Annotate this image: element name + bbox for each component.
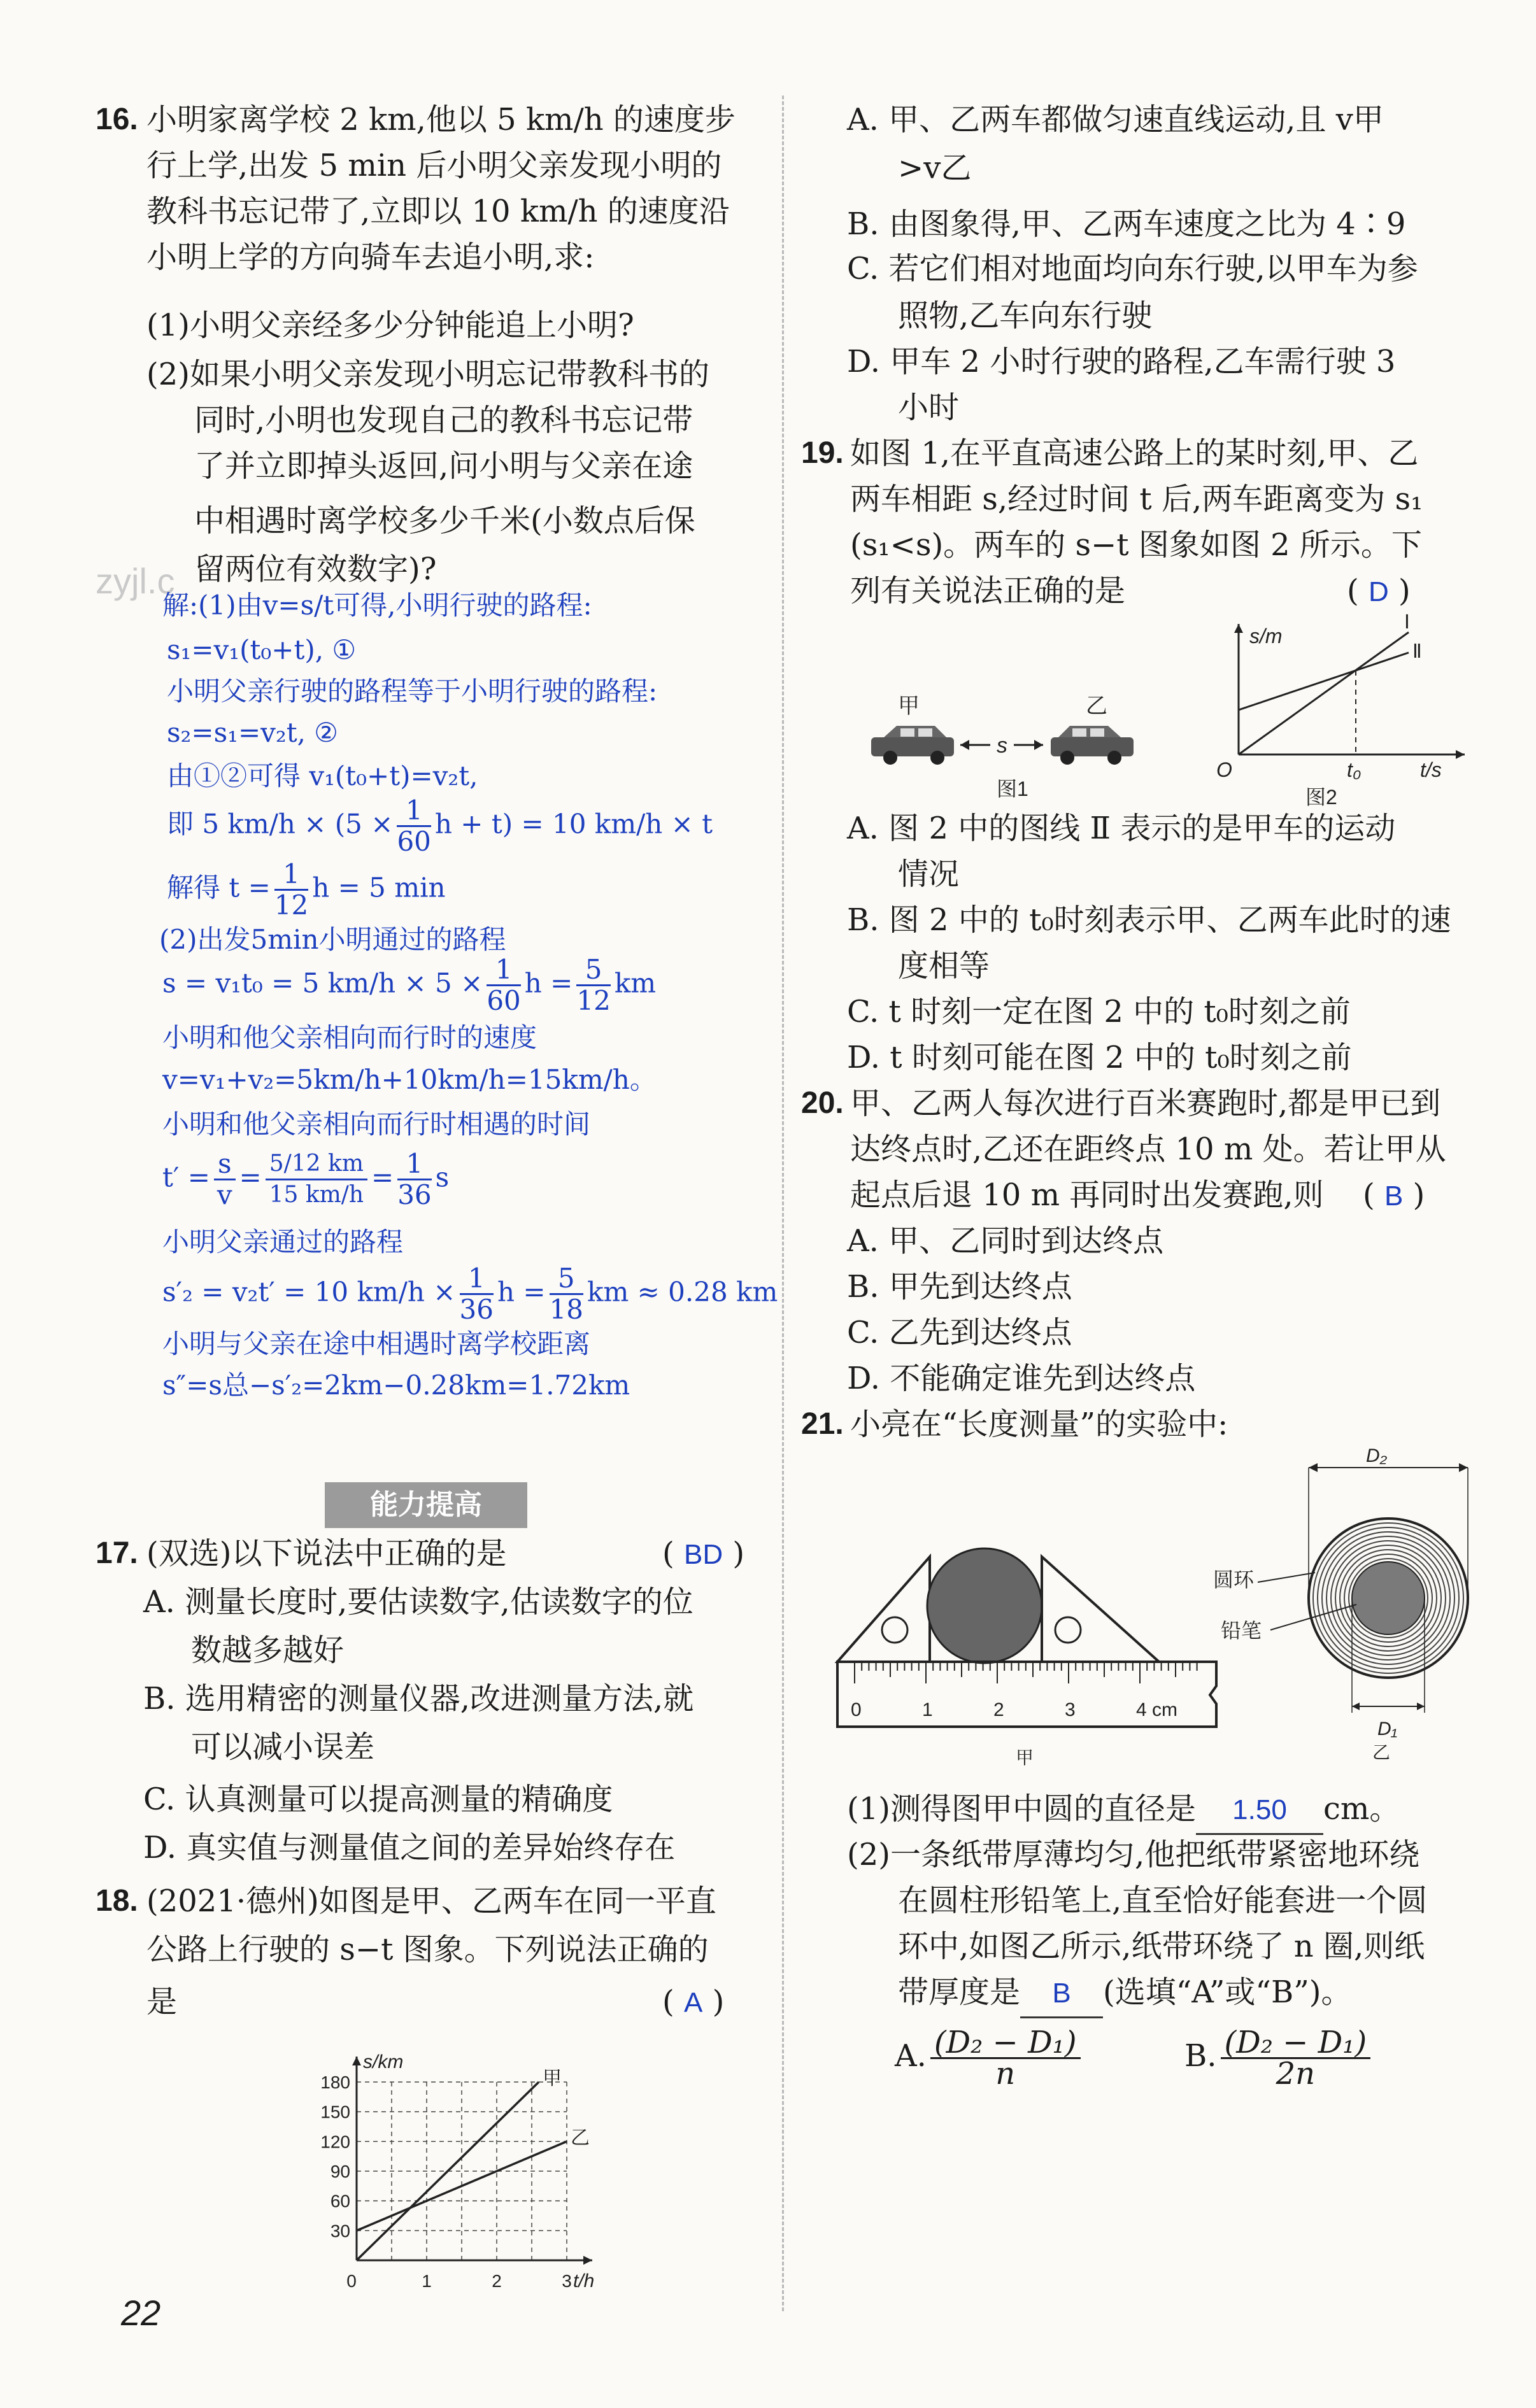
q20-answer: B — [1384, 1180, 1404, 1212]
label-pencil: 铅笔 — [1221, 1619, 1262, 1642]
fig2-origin: O — [1216, 758, 1232, 781]
q17-answer: BD — [683, 1539, 723, 1570]
q19-line-4: 列有关说法正确的是 — [850, 573, 1126, 609]
q16-sub2-line-5: 留两位有效数字)? — [194, 551, 437, 587]
y-tick-label: 60 — [330, 2191, 350, 2211]
q21-sub2-line-4: 带厚度是 B (选填“A”或“B”)。 — [898, 1969, 1352, 2018]
q16-sub2-line-2: 同时,小明也发现自己的教科书忘记带 — [194, 402, 693, 438]
q19-answer-bracket: ( D ) — [1347, 573, 1411, 609]
solution-line-17: s″=s总−s′₂=2km−0.28km=1.72km — [162, 1370, 630, 1401]
solution-line-8: (2)出发5min小明通过的路程 — [159, 924, 506, 955]
q20-answer-bracket: ( B ) — [1363, 1177, 1425, 1213]
q21-figure-yi — [1213, 1445, 1506, 1762]
q16-sub1: (1)小明父亲经多少分钟能追上小明? — [146, 308, 634, 343]
q19-line-1: 如图 1,在平直高速公路上的某时刻,甲、乙 — [850, 436, 1419, 471]
q19-option-d: D. t 时刻可能在图 2 中的 t₀时刻之前 — [847, 1040, 1352, 1075]
watermark: zyjl.c — [96, 561, 175, 601]
q21-sub2-line-2: 在圆柱形铅笔上,直至恰好能套进一个圆 — [898, 1883, 1428, 1918]
page-number: 22 — [121, 2293, 161, 2333]
chart-grid — [357, 2082, 567, 2260]
column-divider — [782, 96, 784, 2311]
ruler-tick-1: 1 — [922, 1699, 933, 1720]
q17-option-c: C. 认真测量可以提高测量的精确度 — [143, 1781, 613, 1817]
q20-line-3: 起点后退 10 m 再同时出发赛跑,则 — [850, 1177, 1324, 1213]
solution-line-13: t′ = $\frac{s}{v}$ = $\frac{5/12 km}{15 km/h}$ = $\frac{1}{36}$ s — [162, 1148, 450, 1210]
label-d2: D₂ — [1366, 1445, 1388, 1466]
solution-line-3: 小明父亲行驶的路程等于小明行驶的路程: — [167, 676, 658, 707]
series-label: 甲 — [543, 2068, 562, 2089]
q19-answer: D — [1368, 576, 1389, 607]
solution-line-16: 小明与父亲在途中相遇时离学校距离 — [162, 1328, 591, 1359]
fig2-line-ii — [1239, 653, 1409, 710]
q21-sub1: (1)测得图甲中圆的直径是 1.50 cm。 — [847, 1786, 1400, 1835]
q21-figure-jia — [834, 1528, 1229, 1770]
x-tick-label: 1 — [422, 2271, 432, 2291]
q18-line-3: 是 — [146, 1984, 178, 2020]
fig1-car2-label: 乙 — [1086, 694, 1107, 718]
q21-sub2-answer: B — [1052, 1978, 1071, 2009]
section-badge: 能力提高 — [325, 1482, 527, 1528]
solution-line-4: s₂=s₁=v₂t, ② — [167, 717, 338, 748]
solution-line-10: 小明和他父亲相向而行时的速度 — [162, 1022, 537, 1053]
q20-line-2: 达终点时,乙还在距终点 10 m 处。若让甲从 — [850, 1131, 1446, 1167]
fig2-line-i — [1239, 632, 1409, 754]
q21-sub2-line-1: (2)一条纸带厚薄均匀,他把纸带紧密地环绕 — [847, 1837, 1420, 1873]
q19-figure-1 — [866, 694, 1146, 802]
q21-stem: 小亮在“长度测量”的实验中: — [850, 1406, 1228, 1442]
ruler-tick-0: 0 — [851, 1699, 862, 1720]
series-label: 乙 — [571, 2127, 590, 2149]
q19-figure-2 — [1210, 614, 1477, 809]
q21-option-b: B. $\frac{\text{(D₂ − D₁)}}{2n}$ — [1184, 2028, 1374, 2088]
solution-line-7: 解得 t = $\frac{1}{12}$ h = 5 min — [167, 858, 446, 921]
q17-stem: (双选)以下说法中正确的是 — [146, 1536, 507, 1571]
solution-line-12: 小明和他父亲相向而行时相遇的时间 — [162, 1108, 591, 1140]
y-axis-label: s/km — [363, 2051, 404, 2072]
q18-st-chart — [299, 2031, 630, 2298]
q16-sub2-line-1: (2)如果小明父亲发现小明忘记带教科书的 — [146, 357, 709, 392]
q16-line-1: 小明家离学校 2 km,他以 5 km/h 的速度步 — [146, 102, 736, 138]
q19-line-2: 两车相距 s,经过时间 t 后,两车距离变为 s₁ — [850, 481, 1423, 517]
label-d1: D₁ — [1377, 1718, 1398, 1739]
q20-number: 20. — [801, 1086, 844, 1120]
q19-option-a-2: 情况 — [898, 856, 960, 892]
x-tick-label: 3 — [562, 2271, 572, 2291]
q17-option-b-1: B. 选用精密的测量仪器,改进测量方法,就 — [143, 1681, 694, 1717]
q21-option-a: A. $\frac{\text{(D₂ − D₁)}}{n}$ — [895, 2028, 1084, 2088]
ruler-tick-2: 2 — [993, 1699, 1004, 1720]
q19-option-c: C. t 时刻一定在图 2 中的 t₀时刻之前 — [847, 994, 1351, 1030]
q19-option-b-2: 度相等 — [898, 948, 990, 984]
q20-option-d: D. 不能确定谁先到达终点 — [847, 1361, 1196, 1396]
q20-line-1: 甲、乙两人每次进行百米赛跑时,都是甲已到 — [850, 1086, 1441, 1121]
q18-option-d-1: D. 甲车 2 小时行驶的路程,乙车需行驶 3 — [847, 344, 1396, 379]
fig2-t0-label: t₀ — [1347, 758, 1362, 781]
solution-line-15: s′₂ = v₂t′ = 10 km/h × $\frac{1}{36}$ h = $\frac{5}{18}$ km ≈ 0.28 km — [162, 1263, 778, 1325]
fig2-line-ii-label: Ⅱ — [1412, 641, 1422, 662]
solution-line-1: 解:(1)由v=s/t可得,小明行驶的路程: — [162, 590, 592, 621]
fig2-caption: 图2 — [1305, 786, 1337, 809]
pencil-core — [1352, 1562, 1425, 1634]
q16-line-3: 教科书忘记带了,立即以 10 km/h 的速度沿 — [146, 194, 730, 229]
q17-option-a-1: A. 测量长度时,要估读数字,估读数字的位 — [143, 1584, 693, 1620]
solution-line-5: 由①②可得 v₁(t₀+t)=v₂t, — [167, 760, 478, 791]
solution-line-2: s₁=v₁(t₀+t), ① — [167, 634, 357, 665]
q20-option-c: C. 乙先到达终点 — [847, 1315, 1072, 1350]
fig2-x-label: t/s — [1420, 758, 1442, 781]
x-tick-label: 0 — [346, 2271, 357, 2291]
q16-sub2-line-3: 了并立即掉头返回,问小明与父亲在途 — [194, 448, 693, 484]
q16-number: 16. — [96, 103, 138, 136]
fig-yi-caption: 乙 — [1372, 1743, 1391, 1762]
q17-option-a-2: 数越多越好 — [191, 1632, 345, 1668]
q18-line-1: (2021·德州)如图是甲、乙两车在同一平直 — [146, 1883, 716, 1919]
ruler-tick-3: 3 — [1065, 1699, 1076, 1720]
q18-answer-bracket: ( A ) — [662, 1984, 725, 2020]
x-tick-label: 2 — [492, 2271, 502, 2291]
fig1-distance-label: s — [997, 733, 1007, 758]
q18-option-a-1: A. 甲、乙两车都做匀速直线运动,且 v甲 — [847, 102, 1384, 138]
q16-line-4: 小明上学的方向骑车去追小明,求: — [146, 239, 595, 275]
q21-sub1-answer: 1.50 — [1232, 1794, 1287, 1825]
fig1-car1-label: 甲 — [898, 694, 920, 718]
q20-option-b: B. 甲先到达终点 — [847, 1269, 1072, 1305]
q17-answer-bracket: ( BD ) — [662, 1536, 745, 1571]
fig2-line-i-label: Ⅰ — [1404, 612, 1410, 633]
q16-sub2-line-4: 中相遇时离学校多少千米(小数点后保 — [194, 503, 695, 539]
q18-option-b: B. 由图象得,甲、乙两车速度之比为 4∶9 — [847, 206, 1406, 242]
solution-line-14: 小明父亲通过的路程 — [162, 1226, 404, 1257]
q18-number: 18. — [96, 1884, 138, 1918]
car-icon — [871, 726, 954, 765]
ruler-tick-4: 4 cm — [1136, 1699, 1178, 1720]
solution-line-6: 即 5 km/h × (5 × $\frac{1}{60}$ h + t) = 10 km/h × t — [167, 795, 713, 857]
q18-line-2: 公路上行驶的 s−t 图象。下列说法正确的 — [146, 1932, 709, 1967]
y-tick-label: 180 — [320, 2072, 350, 2092]
q18-option-d-2: 小时 — [898, 390, 960, 425]
label-ring: 圆环 — [1213, 1568, 1255, 1591]
fig2-y-label: s/m — [1249, 625, 1283, 648]
q18-option-a-2: >v乙 — [898, 150, 972, 186]
measured-circle — [927, 1548, 1042, 1663]
y-tick-label: 90 — [330, 2162, 350, 2181]
q19-number: 19. — [801, 436, 844, 470]
q21-number: 21. — [801, 1407, 844, 1441]
q21-sub2-line-3: 环中,如图乙所示,纸带环绕了 n 圈,则纸 — [898, 1929, 1425, 1964]
q20-option-a: A. 甲、乙同时到达终点 — [847, 1223, 1164, 1259]
solution-line-11: v=v₁+v₂=5km/h+10km/h=15km/h。 — [162, 1064, 657, 1095]
q19-option-a-1: A. 图 2 中的图线 Ⅱ 表示的是甲车的运动 — [847, 811, 1396, 846]
fig-jia-caption: 甲 — [1016, 1748, 1034, 1767]
y-tick-label: 120 — [320, 2132, 350, 2152]
q17-number: 17. — [96, 1536, 138, 1570]
y-tick-label: 150 — [320, 2102, 350, 2122]
q17-option-b-2: 可以减小误差 — [191, 1729, 375, 1765]
q18-option-c-2: 照物,乙车向东行驶 — [898, 298, 1153, 334]
y-tick-label: 30 — [330, 2221, 350, 2241]
car-icon — [1051, 726, 1134, 765]
fig1-caption: 图1 — [997, 777, 1028, 800]
q16-line-2: 行上学,出发 5 min 后小明父亲发现小明的 — [146, 148, 722, 183]
q18-option-c-1: C. 若它们相对地面均向东行驶,以甲车为参 — [847, 251, 1418, 287]
x-axis-label: t/h — [573, 2270, 595, 2291]
q19-line-3: (s₁<s)。两车的 s−t 图象如图 2 所示。下 — [850, 527, 1422, 563]
q17-option-d: D. 真实值与测量值之间的差异始终存在 — [143, 1830, 676, 1866]
solution-line-9: s = v₁t₀ = 5 km/h × 5 × $\frac{1}{60}$ h = $\frac{5}{12}$ km — [162, 954, 657, 1016]
q18-answer: A — [683, 1987, 703, 2018]
q19-option-b-1: B. 图 2 中的 t₀时刻表示甲、乙两车此时的速 — [847, 902, 1451, 938]
